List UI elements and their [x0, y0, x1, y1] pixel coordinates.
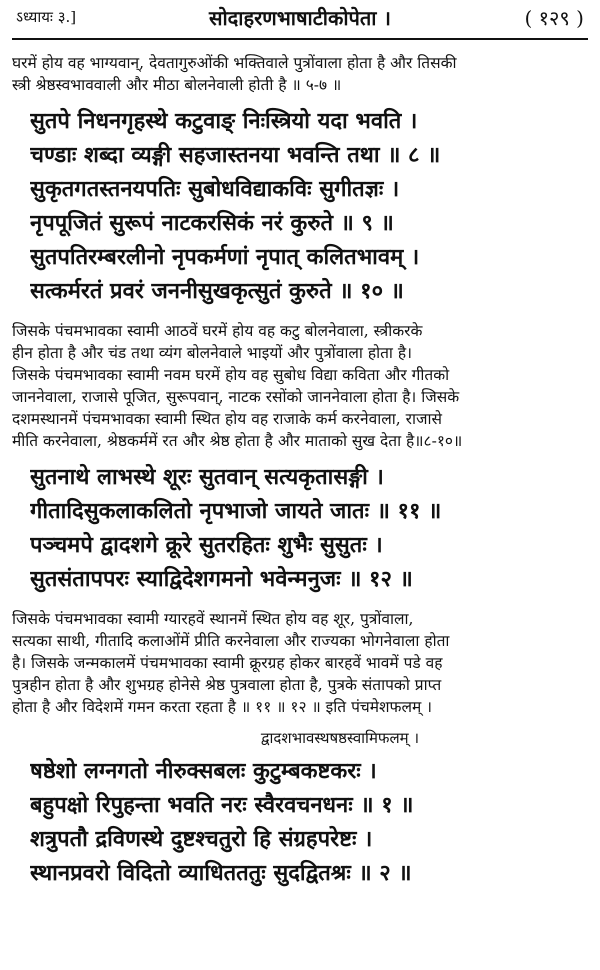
- verse-line: सुतनाथे लाभस्थे शूरः सुतवान् सत्यकृतासङ्गी ।: [30, 464, 384, 490]
- verse-line: सत्कर्मरतं प्रवरं जननीसुखकृत्सुतं कुरुते ॥ १० ॥: [30, 278, 404, 304]
- chapter-label: ऽध्यायः ३.]: [16, 8, 77, 26]
- text-line: जिसके पंचमभावका स्वामी आठवें घरमें होय वह कटु बोलनेवाला, स्त्रीकरके: [12, 322, 423, 340]
- text-line: पुत्रहीन होता है और शुभग्रह होनेसे श्रेष्ठ पुत्रवाला होता है, पुत्रके संतापको प्राप्त: [12, 676, 442, 694]
- text-line: जाननेवाला, राजासे पूजित, सुरूपवान्, नाटक रसोंको जाननेवाला होता है। जिसके: [12, 388, 460, 406]
- text-line: स्त्री श्रेष्ठस्वभाववाली और मीठा बोलनेवाली होती है ॥ ५-७ ॥: [12, 76, 342, 94]
- commentary-paragraph-3: [12, 608, 588, 718]
- verse-line: सुतपे निधनगृहस्थे कटुवाङ् निःस्त्रियो यदा भवति ।: [30, 108, 418, 134]
- verse-line: बहुपक्षो रिपुहन्ता भवति नरः स्वैरवचनधनः ॥ १ ॥: [30, 792, 414, 818]
- text-line: घरमें होय वह भाग्यवान्, देवतागुरुओंकी भक्तिवाले पुत्रोंवाला होता है और तिसकी: [12, 54, 457, 72]
- text-line: दशमस्थानमें पंचमभावका स्वामी स्थित होय वह राजाके कर्म करनेवाला, राजासे: [12, 410, 442, 428]
- verse-line: शत्रुपतौ द्रविणस्थे दुष्टश्चतुरो हि संग्रहपरेष्टः ।: [30, 826, 373, 852]
- text-line: मीति करनेवाला, श्रेष्ठकर्ममें रत और श्रेष्ठ होता है और माताको सुख देता है॥८-१०॥: [12, 432, 463, 450]
- verse-line: स्थानप्रवरो विदितो व्याधितततुः सुदद्वितश्रः ॥ २ ॥: [30, 860, 412, 886]
- verse-line: सुतपतिरम्बरलीनो नृपकर्मणां नृपात् कलितभावम् ।: [30, 244, 420, 270]
- verse-line: नृपपूजितं सुरूपं नाटकरसिकं नरं कुरुते ॥ ९ ॥: [30, 210, 394, 236]
- verse-line: गीतादिसुकलाकलितो नृपभाजो जायते जातः ॥ ११ ॥: [30, 498, 442, 524]
- text-line: होता है और विदेशमें गमन करता रहता है ॥ ११ ॥ १२ ॥ इति पंचमेशफलम् ।: [12, 698, 433, 716]
- commentary-paragraph-2: [12, 320, 588, 452]
- page-title: सोदाहरणभाषाटीकोपेता ।: [208, 6, 392, 30]
- text-line: जिसके पंचमभावका स्वामी नवम घरमें होय वह सुबोध विद्या कविता और गीतको: [12, 366, 450, 384]
- text-line: है। जिसके जन्मकालमें पंचमभावका स्वामी क्रूरग्रह होकर बारहवें भावमें पडे वह: [12, 654, 443, 672]
- verse-block-2: [12, 460, 588, 596]
- page-number: ( १२९ ): [524, 6, 584, 30]
- verse-block-1: [12, 104, 588, 308]
- text-line: हीन होता है और चंड तथा व्यंग बोलनेवाले भाइयों और पुत्रोंवाला होता है।: [12, 344, 412, 362]
- verse-line: षष्ठेशो लग्नगतो नीरुक्सबलः कुटुम्बकष्टकरः ।: [30, 758, 377, 784]
- verse-line: सुकृतगतस्तनयपतिः सुबोधविद्याकविः सुगीतज्ञः ।: [30, 176, 400, 202]
- commentary-paragraph-1: [12, 52, 588, 96]
- text-line: जिसके पंचमभावका स्वामी ग्यारहवें स्थानमें स्थित होय वह शूर, पुत्रोंवाला,: [12, 610, 414, 628]
- verse-line: सुतसंतापपरः स्याद्विदेशगमनो भवेन्मनुजः ॥ १२ ॥: [30, 566, 413, 592]
- verse-block-3: [12, 754, 588, 890]
- text-line: सत्यका साथी, गीतादि कलाओंमें प्रीति करनेवाला और राज्यका भोगनेवाला होता: [12, 632, 450, 650]
- verse-line: पञ्चमपे द्वादशगे क्रूरे सुतरहितः शुभैः सुसुतः ।: [30, 532, 383, 558]
- section-heading: द्वादशभावस्थषष्ठस्वामिफलम् ।: [260, 729, 420, 747]
- verse-line: चण्डाः शब्दा व्यङ्गी सहजास्तनया भवन्ति तथा ॥ ८ ॥: [30, 142, 441, 168]
- page-header: [12, 0, 588, 40]
